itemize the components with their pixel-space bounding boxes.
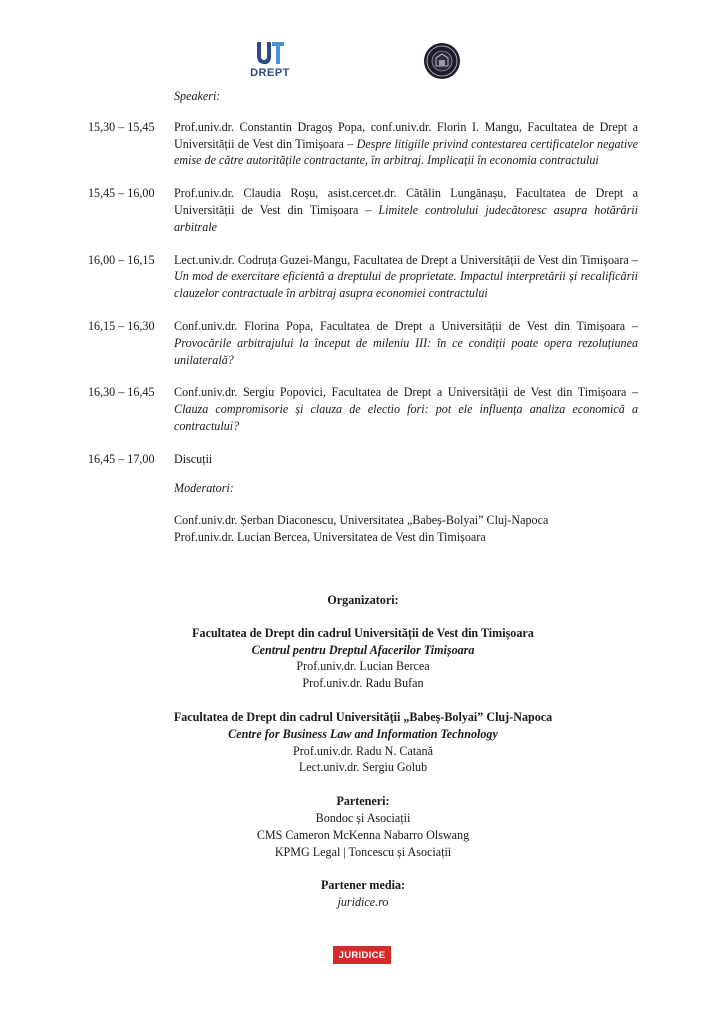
session-row [88,252,638,302]
organizer-person: Lect.univ.dr. Sergiu Golub [298,760,428,775]
session-description [174,451,638,468]
session-authors: Discuții [174,451,213,466]
session-description [174,318,638,368]
media-partner-block [88,877,638,911]
session-title: – Un mod de exercitare eficientă a dreptului de proprietate. Impactul interpretării și recalificării clauzelor contractuale în arbitraj asupra economiei contractului [174,252,638,301]
session-time: 15,45 – 16,00 [88,186,155,201]
partners-heading: Parteneri: [336,794,390,809]
moderators-list [174,512,638,546]
organizer-center: Centre for Business Law and Information Technology [228,726,498,741]
session-title: Clauza compromisorie și clauza de electio fori: pot ele influența analiza economică a contractului? [174,402,638,433]
organizer-name: Facultatea de Drept din cadrul Universității „Babeș-Bolyai” Cluj-Napoca [173,709,553,724]
organizer-person: Prof.univ.dr. Radu Bufan [302,676,424,691]
partner-item: Bondoc și Asociații [315,810,411,825]
organizer-block [88,625,638,692]
session-time: 16,30 – 16,45 [88,385,155,400]
session-title: Limitele controlului judecătoresc asupra hotărârii arbitrale [174,202,638,234]
session-authors: Conf.univ.dr. Sergiu Popovici, Facultatea de Drept a Universității de Vest din Timișoara – [174,385,638,400]
speakers-heading: Speakeri: [174,89,221,103]
organizers-heading: Organizatori: [327,593,399,607]
session-time: 15,30 – 15,45 [88,119,155,134]
organizer-person: Prof.univ.dr. Lucian Bercea [296,659,430,674]
session-time: 16,45 – 17,00 [88,451,155,466]
organizers-section [88,592,638,911]
organizer-person: Prof.univ.dr. Radu N. Catană [293,743,433,758]
session-title: Despre litigiile privind contestarea certificatelor negative emise de către autoritățile contractante, în arbitraj. Implicații în economia contractului [174,136,638,168]
session-time: 16,00 – 16,15 [88,252,155,267]
session-authors: Prof.univ.dr. Claudia Roșu, asist.cercet.dr. Cătălin Lungănașu, Facultatea de Drept a Universității de Vest din Timișoara – [174,186,638,217]
juridice-logo: JURIDICE [333,946,391,964]
organizer-name: Facultatea de Drept din cadrul Universității de Vest din Timișoara [192,625,534,640]
session-description [174,384,638,434]
session-row [88,384,638,434]
partner-item: KPMG Legal | Toncescu și Asociații [274,844,452,859]
session-description [174,185,638,235]
session-row [88,119,638,169]
session-authors: Prof.univ.dr. Constantin Dragoș Popa, conf.univ.dr. Florin I. Mangu, Facultatea de Drept a Universității de Vest din Timișoara – [174,119,638,151]
media-partner-name: juridice.ro [337,895,389,910]
session-row [88,185,638,235]
faculty-seal-icon [423,42,461,80]
ut-logo-text: DREPT [250,67,290,79]
session-description [174,119,638,169]
organizer-block [88,709,638,776]
session-authors: Conf.univ.dr. Florina Popa, Facultatea de Drept a Universității de Vest din Timișoara – [174,318,638,333]
session-row [88,451,638,468]
program-section [88,88,638,546]
ut-drept-logo [250,40,290,82]
organizer-center: Centrul pentru Dreptul Afacerilor Timișoara [251,642,475,657]
partner-item: CMS Cameron McKenna Nabarro Olswang [256,827,470,842]
session-row [88,318,638,368]
moderator-item: Conf.univ.dr. Șerban Diaconescu, Universitatea „Babeș-Bolyai” Cluj-Napoca [174,513,549,528]
moderators-heading: Moderatori: [174,480,234,495]
session-time: 16,15 – 16,30 [88,318,155,333]
moderator-item: Prof.univ.dr. Lucian Bercea, Universitatea de Vest din Timișoara [174,530,486,545]
session-title: Provocările arbitrajului la început de mileniu III: în ce condiții poate opera rezoluțiunea unilaterală? [174,335,638,367]
session-authors: Lect.univ.dr. Codruța Guzei-Mangu, Facultatea de Drept a Universității de Vest din Timișoara [174,252,632,267]
session-description [174,252,638,302]
moderators-section [174,480,638,546]
ut-logo-icon [255,40,285,66]
media-partner-heading: Partener media: [320,878,406,893]
partners-block [88,793,638,860]
